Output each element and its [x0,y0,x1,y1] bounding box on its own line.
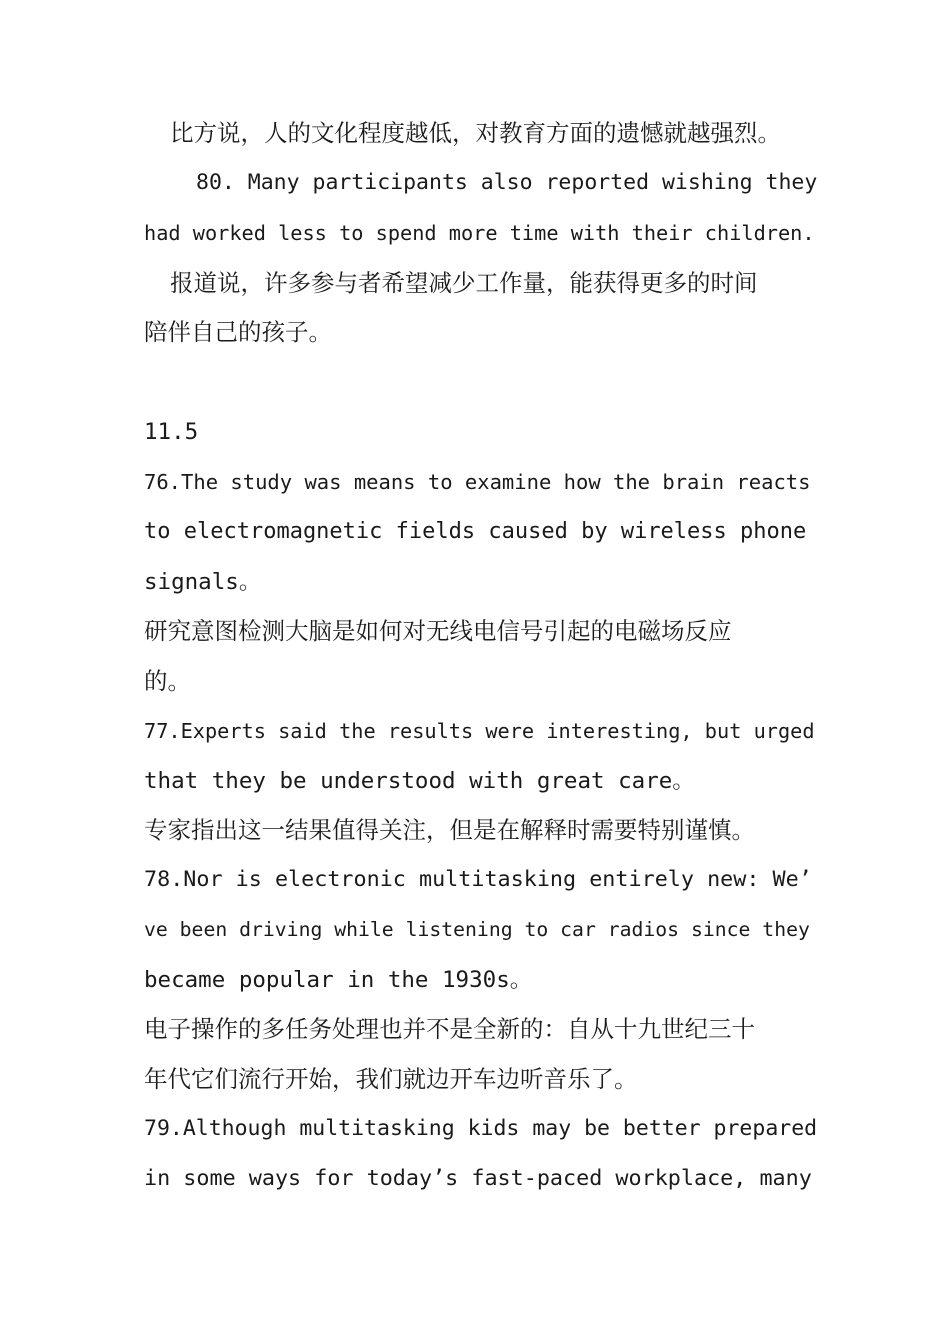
text-line: to electromagnetic fields caused by wireless phone [144,519,807,544]
text-line: 比方说，人的文化程度越低，对教育方面的遗憾就越强烈。 [170,119,781,147]
text-line: 77.Experts said the results were interesting, but urged [144,719,815,743]
text-line: 79.Although multitasking kids may be better prepared [144,1116,818,1141]
text-line: 专家指出这一结果值得关注，但是在解释时需要特别谨慎。 [144,816,755,844]
text-line: 电子操作的多任务处理也并不是全新的：自从十九世纪三十 [144,1015,755,1043]
text-line: 研究意图检测大脑是如何对无线电信号引起的电磁场反应 [144,617,732,645]
text-line: 报道说，许多参与者希望减少工作量，能获得更多的时间 [170,269,758,297]
text-line: 陪伴自己的孩子。 [144,318,332,346]
text-line: signals。 [144,569,262,595]
text-line: had worked less to spend more time with their children. [144,221,815,245]
text-line: 的。 [144,667,191,695]
text-line: 78.Nor is electronic multitasking entirely new: We’ [144,867,812,892]
text-line: 年代它们流行开始，我们就边开车边听音乐了。 [144,1065,638,1093]
text-line: became popular in the 1930s。 [144,967,533,993]
text-line: ve been driving while listening to car radios since they [144,918,810,941]
text-line: that they be understood with great care。 [144,768,695,794]
text-line: in some ways for today’s fast-paced workplace, many [144,1166,812,1191]
section-date: 11.5 [144,419,199,445]
text-line: 76.The study was means to examine how the brain reacts [144,470,811,494]
text-line: 80. Many participants also reported wishing they [196,170,818,195]
